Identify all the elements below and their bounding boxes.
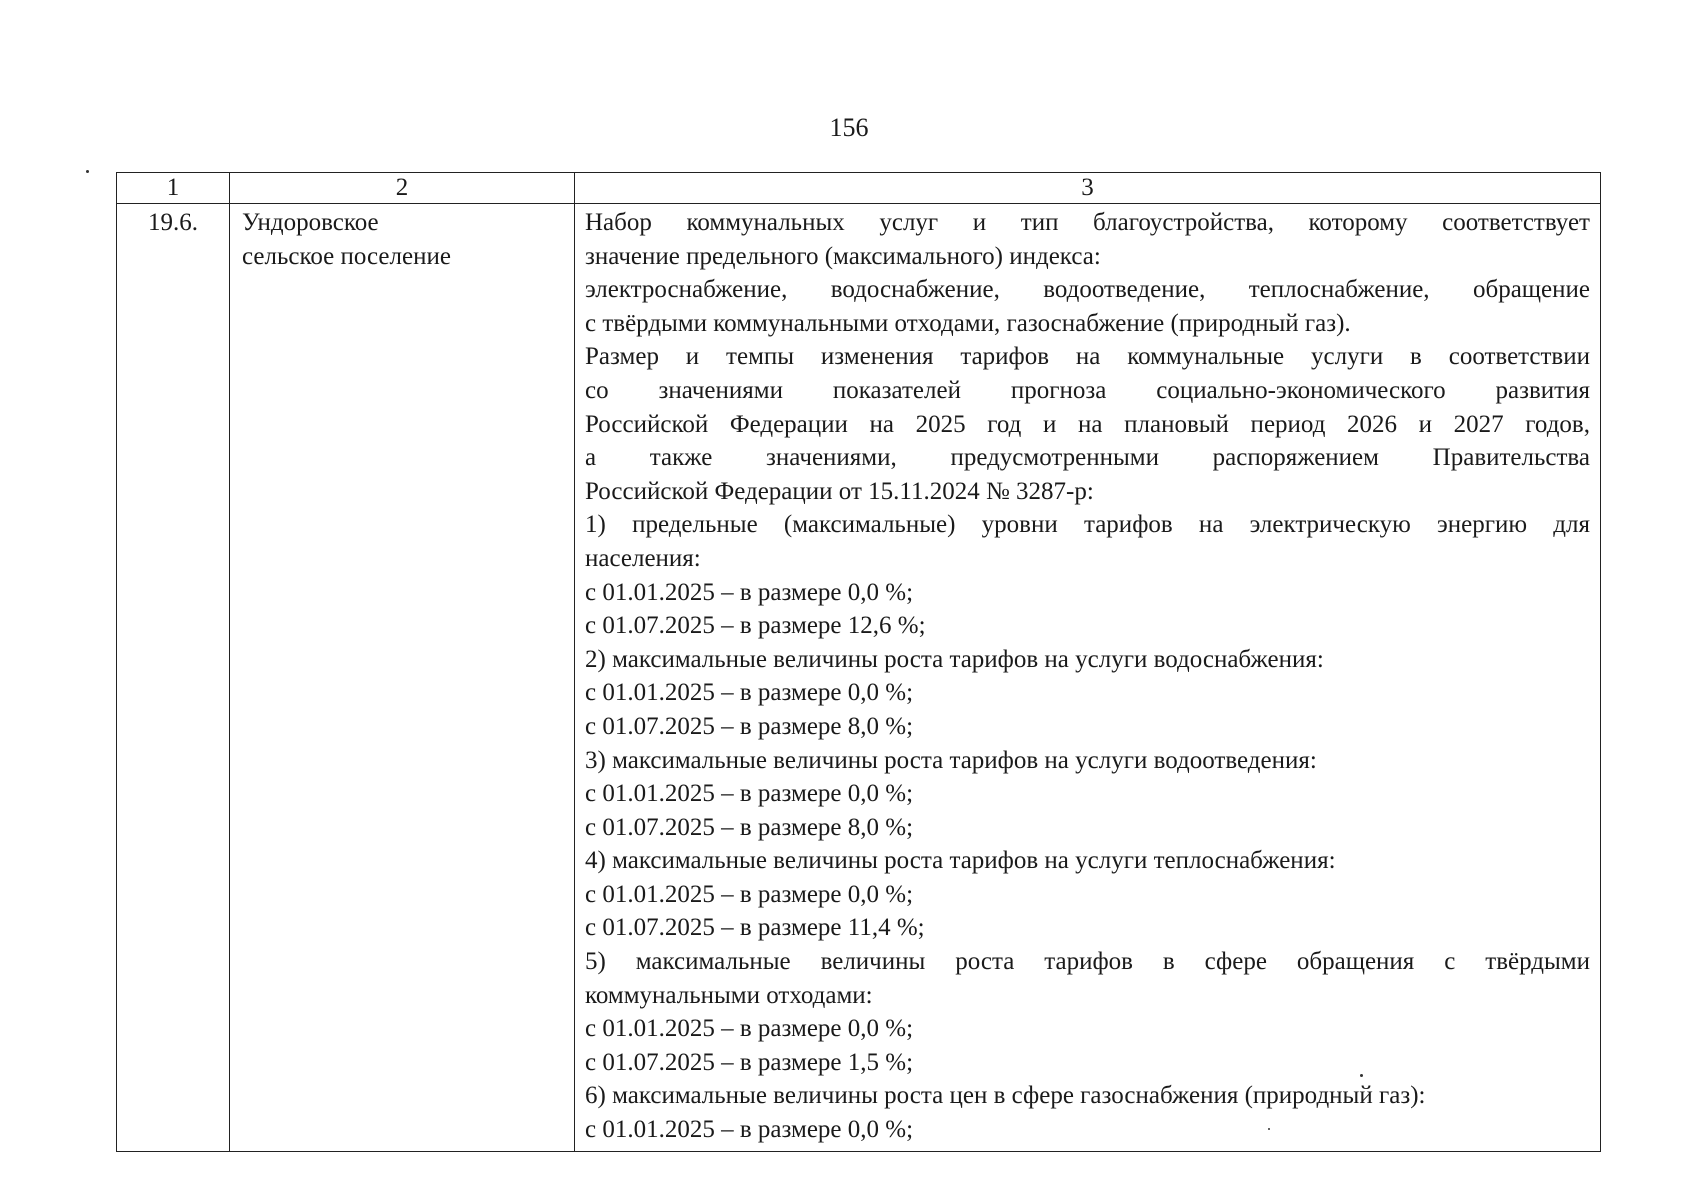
content-line: а также значениями, предусмотренными распоряжением Правительства: [585, 444, 1590, 472]
column-header-2: 2: [230, 173, 575, 204]
tariff-description: [575, 204, 1601, 1152]
row-number: 19.6.: [117, 204, 230, 1152]
content-line: Российской Федерации на 2025 год и на плановый период 2026 и 2027 годов,: [585, 410, 1590, 438]
content-line: с 01.01.2025 – в размере 0,0 %;: [585, 1116, 914, 1144]
content-line: 6) максимальные величины роста цен в сфере газоснабжения (природный газ):: [585, 1082, 1426, 1110]
content-line: 5) максимальные величины роста тарифов в сфере обращения с твёрдыми: [585, 948, 1590, 976]
scan-speck: [86, 170, 89, 173]
table-row: [117, 204, 1601, 1152]
content-line: с 01.07.2025 – в размере 1,5 %;: [585, 1048, 914, 1076]
content-line: Размер и темпы изменения тарифов на коммунальные услуги в соответствии: [585, 343, 1590, 371]
column-header-1: 1: [117, 173, 230, 204]
content-line: с 01.01.2025 – в размере 0,0 %;: [585, 880, 914, 908]
content-line: с 01.01.2025 – в размере 0,0 %;: [585, 1015, 914, 1043]
table-header-row: [117, 173, 1601, 204]
content-line: 1) предельные (максимальные) уровни тарифов на электрическую энергию для: [585, 511, 1590, 539]
page-number: 156: [829, 113, 869, 142]
content-line: 4) максимальные величины роста тарифов на услуги теплоснабжения:: [585, 847, 1336, 875]
content-line: с твёрдыми коммунальными отходами, газоснабжение (природный газ).: [585, 309, 1351, 337]
content-line: коммунальными отходами:: [585, 981, 873, 1009]
content-line: с 01.01.2025 – в размере 0,0 %;: [585, 780, 914, 808]
content-line: 3) максимальные величины роста тарифов на услуги водоотведения:: [585, 746, 1317, 774]
content-line: со значениями показателей прогноза социально-экономического развития: [585, 376, 1590, 404]
content-line: с 01.07.2025 – в размере 12,6 %;: [585, 612, 926, 640]
content-line: с 01.07.2025 – в размере 8,0 %;: [585, 712, 914, 740]
content-line: с 01.07.2025 – в размере 11,4 %;: [585, 914, 925, 942]
content-line: с 01.01.2025 – в размере 0,0 %;: [585, 679, 914, 707]
column-header-3: 3: [575, 173, 1601, 204]
content-line: электроснабжение, водоснабжение, водоотведение, теплоснабжение, обращение: [585, 276, 1590, 304]
content-line: значение предельного (максимального) индекса:: [585, 242, 1101, 270]
settlement-name-line: Ундоровское: [242, 209, 379, 236]
content-line: 2) максимальные величины роста тарифов на услуги водоснабжения:: [585, 645, 1324, 673]
tariff-table: [116, 172, 1601, 1152]
settlement-name-line: сельское поселение: [242, 242, 451, 270]
content-line: Набор коммунальных услуг и тип благоустройства, которому соответствует: [585, 209, 1590, 236]
content-line: Российской Федерации от 15.11.2024 № 3287-р:: [585, 477, 1094, 505]
content-line: с 01.01.2025 – в размере 0,0 %;: [585, 578, 914, 606]
content-line: с 01.07.2025 – в размере 8,0 %;: [585, 813, 914, 841]
settlement-name: [230, 204, 575, 1152]
content-line: населения:: [585, 544, 701, 572]
